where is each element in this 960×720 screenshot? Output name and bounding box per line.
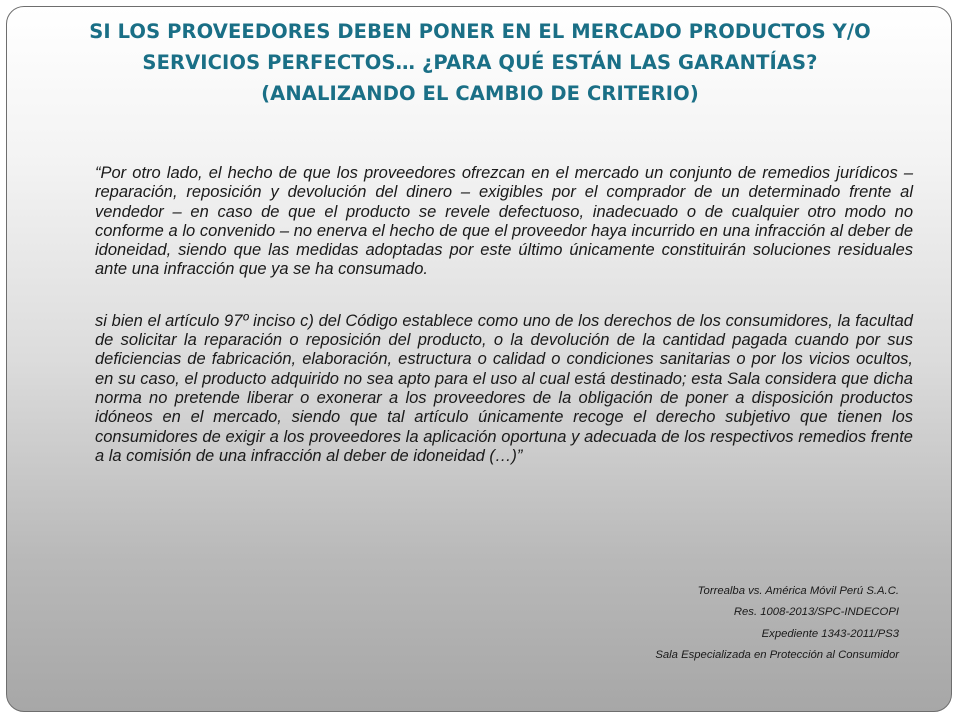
title-line-1: SI LOS PROVEEDORES DEBEN PONER EN EL MERCADO PRODUCTOS Y/O — [89, 20, 871, 43]
citation-block — [655, 581, 899, 666]
title-line-3: (ANALIZANDO EL CAMBIO DE CRITERIO) — [261, 82, 699, 105]
slide-title — [47, 16, 913, 109]
quote-paragraph-2: si bien el artículo 97º inciso c) del Código establece como uno de los derechos de los consumidores, la facultad de solicitar la reparación o reposición del producto, o la devolución de la cantidad pagada cuando por sus deficiencias de fabricación, elaboración, estructura o calidad o condiciones sanitarias o por los vicios ocultos, en su caso, el producto adquirido no sea apto para el uso al cual está destinado; esta Sala considera que dicha norma no pretende liberar o exonerar a los proveedores de la obligación de poner a disposición productos idóneos en el mercado, siendo que tal artículo únicamente recoge el derecho subjetivo que tienen los consumidores de exigir a los proveedores la aplicación oportuna y adecuada de los respectivos remedios frente a la comisión de una infracción al deber de idoneidad (…)” — [95, 311, 913, 465]
title-line-2: SERVICIOS PERFECTOS… ¿PARA QUÉ ESTÁN LAS GARANTÍAS? — [142, 51, 818, 74]
citation-case: Torrealba vs. América Móvil Perú S.A.C. — [697, 585, 899, 597]
slide — [6, 6, 952, 712]
citation-chamber: Sala Especializada en Protección al Consumidor — [655, 648, 899, 661]
citation-file: Expediente 1343-2011/PS3 — [761, 627, 899, 640]
quote-paragraph-1: “Por otro lado, el hecho de que los proveedores ofrezcan en el mercado un conjunto de remedios jurídicos –reparación, reposición y devolución del dinero – exigibles por el comprador de un determinado frente al vendedor – en caso de que el producto se revele defectuoso, inadecuado o de cualquier otro modo no conforme a lo convenido – no enerva el hecho de que el proveedor haya incurrido en una infracción al deber de idoneidad, siendo que las medidas adoptadas por este último únicamente constituirán soluciones residuales ante una infracción que ya se ha consumado. — [95, 164, 913, 279]
quote-body — [95, 164, 913, 466]
citation-resolution: Res. 1008-2013/SPC-INDECOPI — [733, 606, 899, 619]
